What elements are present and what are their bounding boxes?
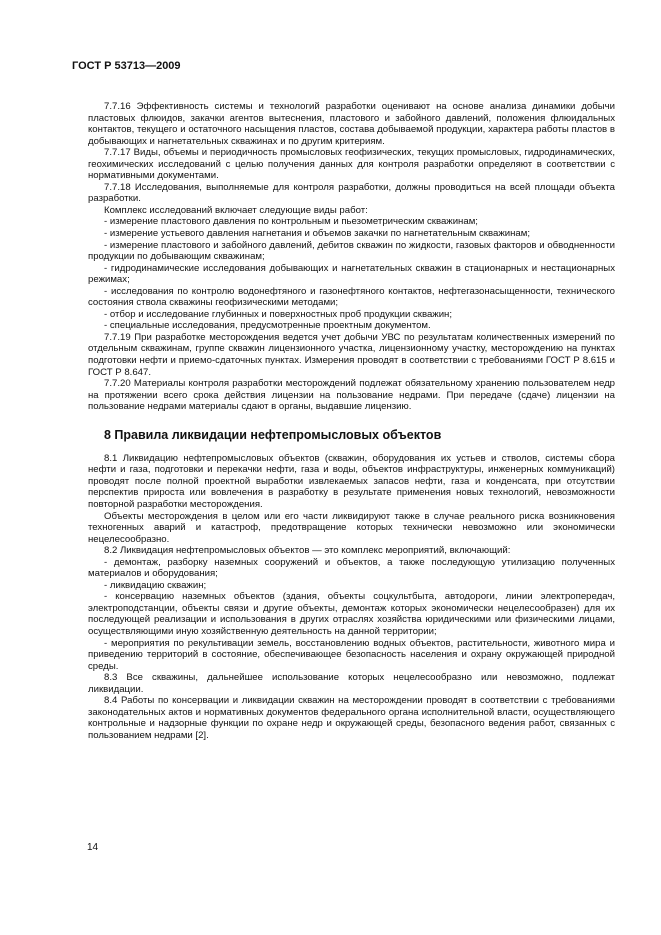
- paragraph-7-7-17: 7.7.17 Виды, объемы и периодичность промысловых геофизических, текущих промысловых, гидродинамических, геохимических исследований с целью получения данных для контроля разработки определяют в соответствии с нормативными документами.: [88, 147, 615, 182]
- list-item: - демонтаж, разборку наземных сооружений и объектов, а также последующую утилизацию полученных материалов и оборудования;: [88, 556, 615, 580]
- paragraph-8-4: 8.4 Работы по консервации и ликвидации скважин на месторождении проводят в соответствии с требованиями законодательных актов и нормативных документов федерального органа исполнительной власти, осуществляющего контрольные и надзорные функции по охране недр и окружающей среды, безопасного ведения работ, связанных с пользованием недрами [2].: [88, 695, 615, 741]
- list-item: - ликвидацию скважин;: [104, 579, 207, 591]
- list-item: - отбор и исследование глубинных и поверхностных проб продукции скважин;: [104, 308, 453, 320]
- document-header: ГОСТ Р 53713—2009: [72, 60, 181, 72]
- list-item: - измерение устьевого давления нагнетания и объемов закачки по нагнетательным скважинам;: [104, 228, 531, 240]
- list-item: - измерение пластового давления по контрольным и пьезометрическим скважинам;: [104, 216, 478, 228]
- paragraph-7-7-18: 7.7.18 Исследования, выполняемые для контроля разработки, должны проводиться на всей площади объекта разработки.: [88, 181, 615, 205]
- paragraph-7-7-16: 7.7.16 Эффективность системы и технологий разработки оценивают на основе анализа динамики добычи пластовых флюидов, закачки агентов вытеснения, пластового и забойного давлений, положения флюидальных контактов, текущего и остаточного насыщения пластов, состава добываемой продукции, характера работы пластов в добывающих и нагнетательных скважинах и по другим критериям.: [88, 101, 615, 147]
- page-content: [88, 101, 615, 741]
- list-item: - консервацию наземных объектов (здания, объекты соцкультбыта, автодороги, линии электропередач, электроподстанции, объекты связи и другие объекты, демонтаж которых экономически нецелесообразен) для их последующей реализации и использования в других отраслях хозяйства юридическими или физическими лицами, осуществляющими иную хозяйственную деятельность на данной территории;: [88, 591, 615, 637]
- paragraph-8-1: 8.1 Ликвидацию нефтепромысловых объектов (скважин, оборудования их устьев и стволов, системы сбора нефти и газа, подготовки и перекачки нефти, газа и воды, объектов инфраструктуры, инженерных коммуникаций) проводят после полной проектной выработки извлекаемых запасов нефти, газа и конденсата, при отсутствии перспектив прироста или вовлечения в разработку в результате применения новых технологий, невозможности повторной разработки месторождения.: [88, 452, 615, 510]
- paragraph-7-7-19: 7.7.19 При разработке месторождения ведется учет добычи УВС по результатам количественных измерений по отдельным скважинам, группе скважин лицензионного участка, лицензионному участку, месторождению на пунктах подготовки нефти и приемо-сдаточных пунктах. Измерения проводят в соответствии с требованиями ГОСТ Р 8.615 и ГОСТ Р 8.647.: [88, 331, 615, 378]
- section-heading: 8 Правила ликвидации нефтепромысловых объектов: [104, 427, 442, 442]
- list-item: - специальные исследования, предусмотренные проектным документом.: [104, 320, 431, 332]
- paragraph-8-3: 8.3 Все скважины, дальнейшее использование которых нецелесообразно или невозможно, подлежат ликвидации.: [88, 672, 615, 695]
- list-item: - измерение пластового и забойного давлений, дебитов скважин по жидкости, газовых факторов и обводненности продукции по добывающим скважинам;: [88, 239, 615, 263]
- page-number: 14: [87, 842, 99, 853]
- paragraph-7-7-20: 7.7.20 Материалы контроля разработки месторождений подлежат обязательному хранению пользователем недр на протяжении всего срока действия лицензии на пользование недрами. При передаче (сдаче) лицензии на пользование недрами материалы сдают в органы, выдавшие лицензию.: [88, 378, 615, 413]
- list-item: - исследования по контролю водонефтяного и газонефтяного контактов, нефтегазонасыщенности, технического состояния ствола скважины геофизическими методами;: [88, 285, 615, 309]
- list-item: - мероприятия по рекультивации земель, восстановлению водных объектов, растительности, животного мира и приведению территорий в состояние, обеспечивающее безопасность населения и охрану окружающей природной среды.: [88, 637, 615, 672]
- paragraph-work-types-intro: Комплекс исследований включает следующие виды работ:: [104, 204, 368, 216]
- paragraph-objects-liquidation: Объекты месторождения в целом или его части ликвидируют также в случае реального риска возникновения техногенных аварий и катастроф, предотвращение которых технически невозможно или экономически нецелесообразно.: [88, 510, 615, 545]
- paragraph-8-2: 8.2 Ликвидация нефтепромысловых объектов — это комплекс мероприятий, включающий:: [104, 545, 511, 557]
- list-item: - гидродинамические исследования добывающих и нагнетательных скважин в стационарных и нестационарных режимах;: [88, 262, 615, 286]
